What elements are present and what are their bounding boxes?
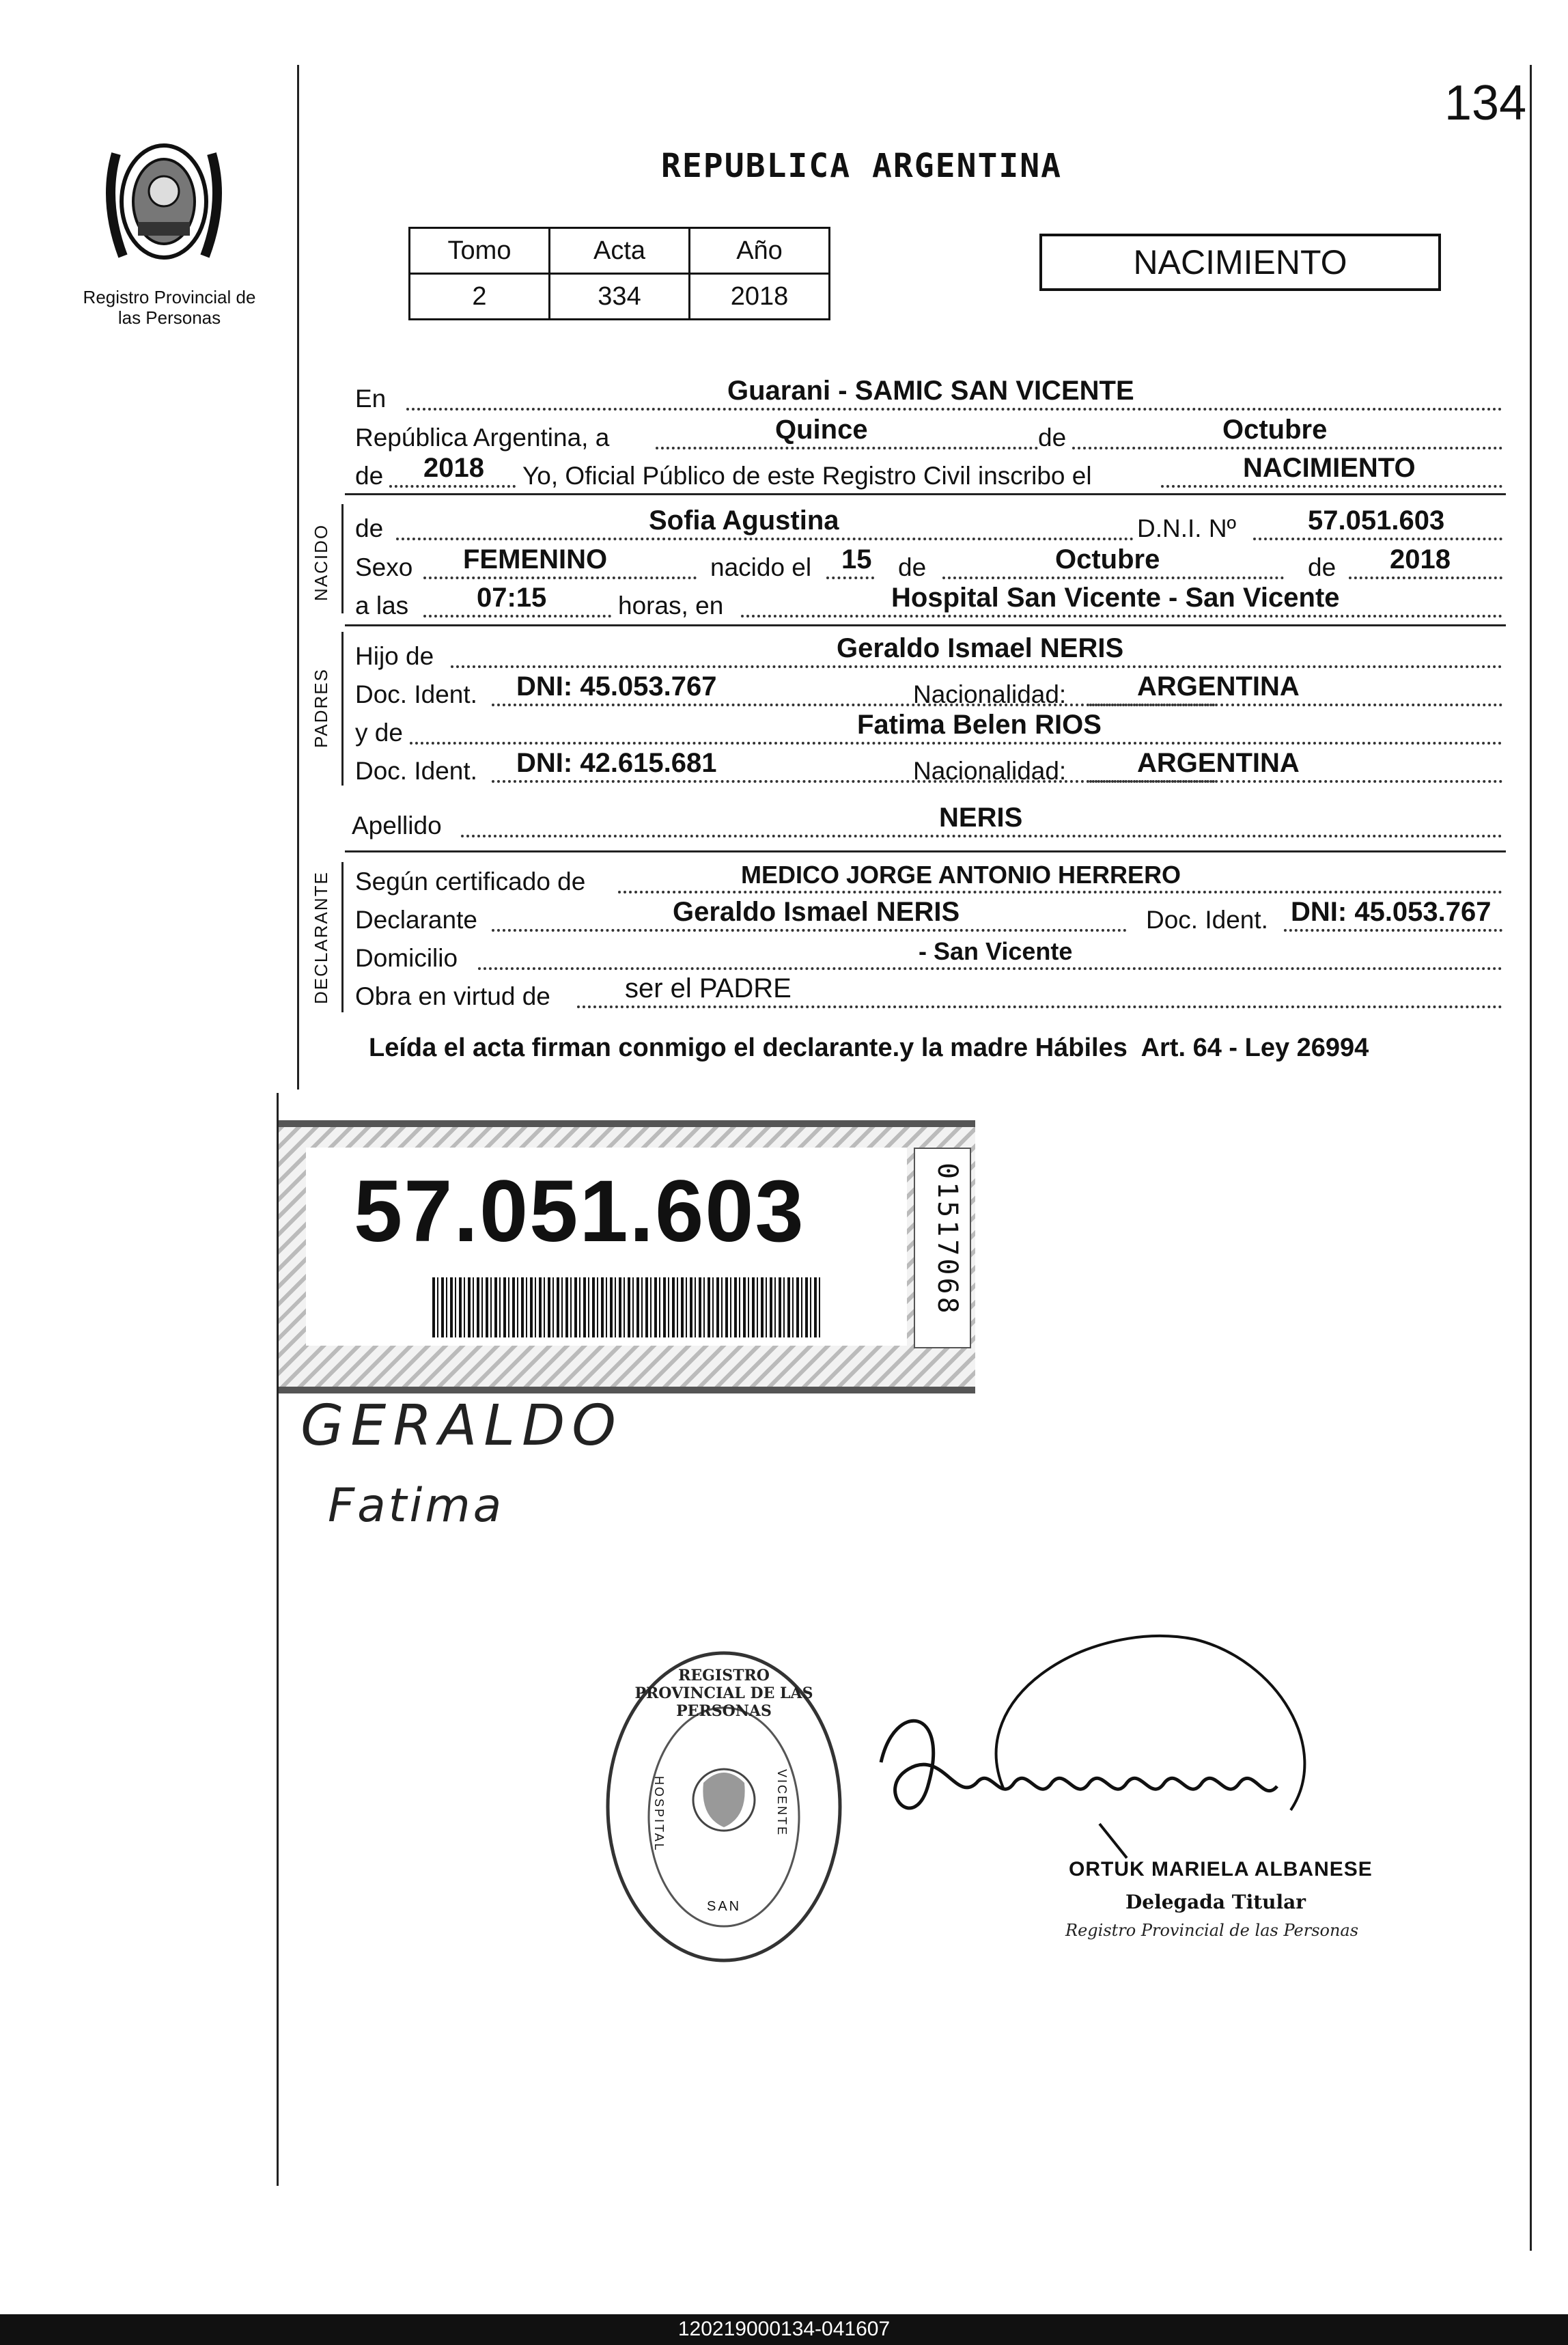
value-padre-doc: DNI: 45.053.767 bbox=[516, 671, 717, 702]
value-anio: 2018 bbox=[423, 453, 484, 483]
label-en: En bbox=[355, 385, 387, 413]
label-de-anio: de bbox=[1308, 553, 1336, 581]
page-number: 134 bbox=[1444, 76, 1527, 130]
value-mes-nac: Octubre bbox=[1055, 544, 1160, 574]
table-header-acta: Acta bbox=[550, 228, 690, 274]
province-seal-icon bbox=[96, 126, 232, 280]
label-y-de: y de bbox=[355, 719, 403, 747]
seal-label: Registro Provincial de las Personas bbox=[83, 287, 256, 328]
label-certificado: Según certificado de bbox=[355, 868, 586, 896]
row-certificado bbox=[355, 862, 1502, 898]
value-dni: 57.051.603 bbox=[1308, 505, 1445, 536]
register-table bbox=[408, 227, 830, 320]
value-mes: Octubre bbox=[1222, 415, 1328, 445]
right-border-line bbox=[1530, 65, 1532, 2251]
row-anio bbox=[355, 453, 1502, 492]
label-madre-nac: Nacionalidad: bbox=[913, 757, 1067, 785]
value-hora: 07:15 bbox=[477, 583, 547, 613]
value-en: Guarani - SAMIC SAN VICENTE bbox=[727, 376, 1134, 406]
act-type-box bbox=[1039, 234, 1441, 291]
stamp-ring-text: REGISTRO PROVINCIAL DE LAS PERSONAS bbox=[634, 1667, 813, 1720]
row-nombre bbox=[355, 505, 1502, 544]
row-madre-doc bbox=[355, 748, 1502, 787]
row-padre-doc bbox=[355, 671, 1502, 710]
value-dia: Quince bbox=[775, 415, 868, 445]
act-type-label: NACIMIENTO bbox=[1133, 243, 1347, 281]
row-domicilio bbox=[355, 939, 1502, 974]
value-lugar: Hospital San Vicente - San Vicente bbox=[891, 583, 1340, 613]
dni-sticker bbox=[279, 1120, 975, 1393]
value-madre-nac: ARGENTINA bbox=[1137, 748, 1300, 778]
signature-icon bbox=[867, 1612, 1345, 1885]
label-padre-nac: Nacionalidad: bbox=[913, 680, 1067, 708]
value-certificado: MEDICO JORGE ANTONIO HERRERO bbox=[741, 861, 1181, 889]
table-header-tomo: Tomo bbox=[410, 228, 550, 274]
row-obra bbox=[355, 973, 1502, 1012]
label-obra: Obra en virtud de bbox=[355, 982, 550, 1010]
document-title: REPUBLICA ARGENTINA bbox=[661, 147, 1063, 185]
label-de-mes: de bbox=[898, 553, 927, 581]
bottom-bar bbox=[0, 2314, 1568, 2345]
bottom-code: 120219000134-041607 bbox=[677, 2318, 891, 2340]
value-padre: Geraldo Ismael NERIS bbox=[837, 633, 1124, 663]
handwritten-mother-name: Fatima bbox=[328, 1479, 505, 1533]
sticker-serial-box bbox=[914, 1148, 971, 1348]
sticker-dni-number: 57.051.603 bbox=[354, 1163, 805, 1260]
value-domicilio: - San Vicente bbox=[919, 937, 1073, 965]
section-label-nacido: NACIDO bbox=[311, 523, 331, 601]
declarante-bracket bbox=[341, 862, 344, 1012]
province-seal bbox=[96, 126, 232, 280]
official-signature bbox=[867, 1612, 1345, 1885]
value-padre-nac: ARGENTINA bbox=[1137, 671, 1300, 702]
row-hijo-de bbox=[355, 633, 1502, 672]
value-nombre: Sofia Agustina bbox=[649, 505, 839, 536]
table-value-anio: 2018 bbox=[690, 274, 830, 320]
label-padre-doc: Doc. Ident. bbox=[355, 680, 477, 708]
label-sexo: Sexo bbox=[355, 553, 413, 581]
label-de2: de bbox=[355, 462, 384, 490]
signature-name: ORTUK MARIELA ALBANESE bbox=[1069, 1858, 1373, 1881]
value-dia-nac: 15 bbox=[841, 544, 872, 574]
nacido-bracket bbox=[341, 504, 344, 613]
label-declarante: Declarante bbox=[355, 906, 477, 934]
padres-bracket bbox=[341, 632, 344, 786]
divider-1 bbox=[345, 493, 1506, 495]
row-hora bbox=[355, 583, 1502, 622]
value-declarante-doc: DNI: 45.053.767 bbox=[1291, 897, 1492, 927]
table-header-anio: Año bbox=[690, 228, 830, 274]
value-apellido: NERIS bbox=[939, 803, 1023, 833]
label-dni: D.N.I. Nº bbox=[1137, 514, 1237, 542]
row-sexo bbox=[355, 544, 1502, 583]
value-tipo: NACIMIENTO bbox=[1243, 453, 1416, 483]
section-label-declarante: DECLARANTE bbox=[311, 871, 331, 1004]
stamp-inner-bottom: SAN bbox=[707, 1899, 742, 1914]
value-anio-nac: 2018 bbox=[1390, 544, 1451, 574]
row-republica bbox=[355, 415, 1502, 454]
value-obra: ser el PADRE bbox=[625, 973, 792, 1003]
stamp-inner-left: HOSPITAL bbox=[652, 1776, 666, 1853]
label-horas-en: horas, en bbox=[618, 592, 724, 620]
label-madre-doc: Doc. Ident. bbox=[355, 757, 477, 785]
label-domicilio: Domicilio bbox=[355, 944, 458, 972]
label-nacido-el: nacido el bbox=[710, 553, 812, 581]
label-republica: República Argentina, a bbox=[355, 424, 610, 452]
row-apellido bbox=[352, 803, 1499, 842]
left-margin-line bbox=[297, 65, 299, 1090]
sticker-inner bbox=[306, 1148, 907, 1346]
value-declarante: Geraldo Ismael NERIS bbox=[673, 897, 960, 927]
handwritten-father-name: GERALDO bbox=[300, 1393, 623, 1458]
value-madre: Fatima Belen RIOS bbox=[857, 710, 1102, 740]
label-declarante-doc: Doc. Ident. bbox=[1146, 906, 1268, 934]
label-de: de bbox=[1038, 424, 1067, 452]
divider-2 bbox=[345, 624, 1506, 626]
label-a-las: a las bbox=[355, 592, 409, 620]
label-hijo-de: Hijo de bbox=[355, 642, 434, 670]
value-sexo: FEMENINO bbox=[463, 544, 608, 574]
signature-title: Delegada Titular bbox=[1125, 1891, 1306, 1913]
label-apellido: Apellido bbox=[352, 811, 442, 840]
row-y-de bbox=[355, 710, 1502, 749]
stamp-inner-right: VICENTE bbox=[775, 1769, 789, 1837]
table-value-acta: 334 bbox=[550, 274, 690, 320]
label-de-nombre: de bbox=[355, 514, 384, 542]
divider-3 bbox=[345, 850, 1506, 852]
sticker-serial: 01517068 bbox=[932, 1163, 963, 1316]
footer-note: Leída el acta firman conmigo el declarante.y la madre Hábiles Art. 64 - Ley 26994 bbox=[369, 1033, 1369, 1062]
row-en bbox=[355, 376, 1502, 415]
registry-stamp bbox=[601, 1646, 847, 1967]
table-value-tomo: 2 bbox=[410, 274, 550, 320]
label-yo: Yo, Oficial Público de este Registro Civil inscribo el bbox=[522, 462, 1092, 490]
section-label-padres: PADRES bbox=[311, 668, 331, 748]
value-madre-doc: DNI: 42.615.681 bbox=[516, 748, 717, 778]
sticker-barcode bbox=[432, 1277, 822, 1337]
signature-office: Registro Provincial de las Personas bbox=[1065, 1921, 1359, 1940]
row-declarante bbox=[355, 897, 1502, 936]
